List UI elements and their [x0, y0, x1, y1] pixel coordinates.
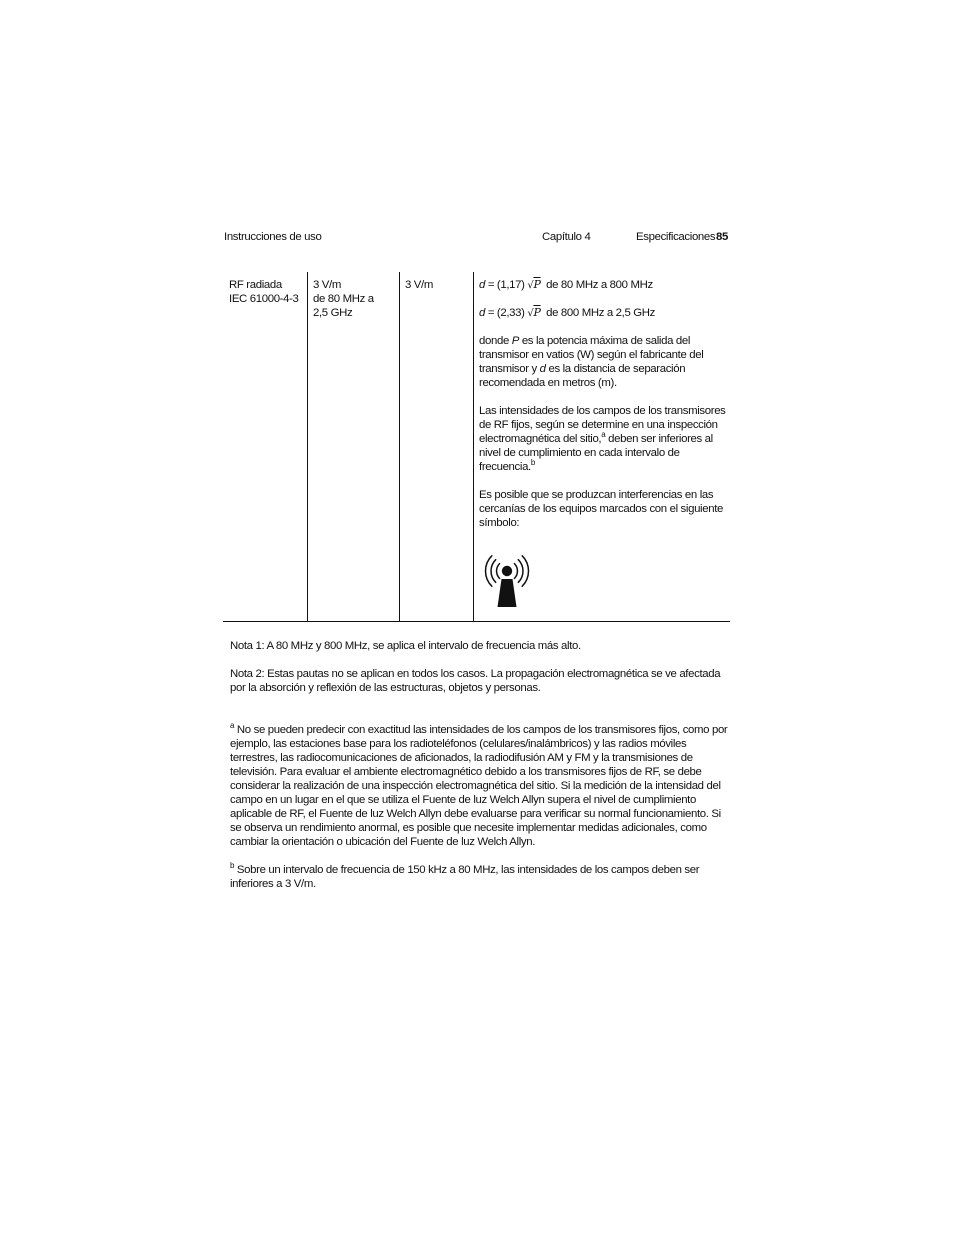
table-column-divider: [307, 272, 308, 621]
formula-coefficient: = (2,33): [485, 307, 528, 319]
test-level-range-start: de 80 MHz a: [313, 293, 374, 305]
rf-immunity-table: [223, 272, 730, 622]
square-root-symbol: √P: [527, 306, 541, 319]
separation-formula-low: [479, 278, 727, 292]
formula-explanation: donde P es la potencia máxima de salida del transmisor en vatios (W) según el fabricante del transmisor y d es la distancia de separación recomendada en metros (m).: [479, 335, 704, 389]
test-type-cell: [229, 278, 307, 306]
compliance-level-value: 3 V/m: [405, 279, 434, 291]
field-strength-guidance: Las intensidades de los campos de los transmisores de RF fijos, según se determine en una inspección electromagnética del sitio,$^a$ deben ser inferiores al nivel de cumplimiento en cada intervalo de frecuencia.$^b$: [479, 405, 726, 473]
header-chapter: Capítulo 4: [542, 231, 591, 243]
note-1: Nota 1: A 80 MHz y 800 MHz, se aplica el intervalo de frecuencia más alto.: [230, 640, 581, 652]
table-column-divider: [473, 272, 474, 621]
formula-frequency-range: de 800 MHz a 2,5 GHz: [546, 307, 655, 319]
formula-frequency-range: de 80 MHz a 800 MHz: [546, 279, 653, 291]
table-column-divider: [399, 272, 400, 621]
page-number: 85: [716, 231, 728, 243]
non-ionizing-radiation-icon: [477, 552, 537, 610]
header-section: Especificaciones: [636, 231, 716, 243]
footnote-ref-a: a: [601, 430, 606, 439]
formula-variable-d: d: [479, 307, 485, 319]
separation-formula-high: [479, 306, 727, 320]
interference-warning: Es posible que se produzcan interferencias en las cercanías de los equipos marcados con el siguiente símbolo:: [479, 489, 724, 529]
footnote-b: $^b$ Sobre un intervalo de frecuencia de 150 kHz a 80 MHz, las intensidades de los campos deben ser inferiores a 3 V/m.: [230, 861, 700, 890]
footnote-a: $^a$ No se pueden predecir con exactitud las intensidades de los campos de los transmisores fijos, como por ejemplo, las estaciones base para los radioteléfonos (celulares/inalámbricos) y las radios móviles terrestres, las radiocomunicaciones de aficionados, la radiodifusión AM y FM y la transmisiones de televisión. Para evaluar el ambiente electromagnético debido a los transmisores fijos de RF, se debe considerar la realización de una inspección electromagnética del sitio. Si la medición de la intensidad del campo en un lugar en el que se utiliza el Fuente de luz Welch Allyn supera el nivel de cumplimiento aplicable de RF, el Fuente de luz Welch Allyn debe evaluarse para verificar su normal funcionamiento. Si se observa un rendimiento anormal, es posible que necesite implementar medidas adicionales, como cambiar la orientación o ubicación del Fuente de luz Welch Allyn.: [230, 721, 728, 848]
footnote-marker-a: a: [230, 721, 235, 730]
formula-variable-p: P: [533, 306, 541, 319]
test-level-range-end: 2,5 GHz: [313, 307, 353, 319]
header-document-title: Instrucciones de uso: [224, 231, 322, 243]
test-level-value: 3 V/m: [313, 279, 342, 291]
footnote-ref-b: b: [530, 458, 535, 467]
notes-section: [230, 639, 728, 905]
note-2: Nota 2: Estas pautas no se aplican en todos los casos. La propagación electromagnética se ve afectada por la absorción y reflexión de las estructuras, objetos y personas.: [230, 668, 721, 694]
test-standard-label: IEC 61000-4-3: [229, 293, 299, 305]
square-root-symbol: √P: [527, 278, 541, 291]
guidance-cell: [479, 278, 727, 544]
compliance-level-cell: [405, 278, 471, 292]
page-header: [224, 230, 730, 246]
footnote-marker-b: b: [230, 861, 235, 870]
formula-coefficient: = (1,17): [485, 279, 528, 291]
formula-variable-d: d: [479, 279, 485, 291]
test-type-label: RF radiada: [229, 279, 282, 291]
formula-variable-p: P: [533, 278, 541, 291]
test-level-cell: [313, 278, 399, 320]
